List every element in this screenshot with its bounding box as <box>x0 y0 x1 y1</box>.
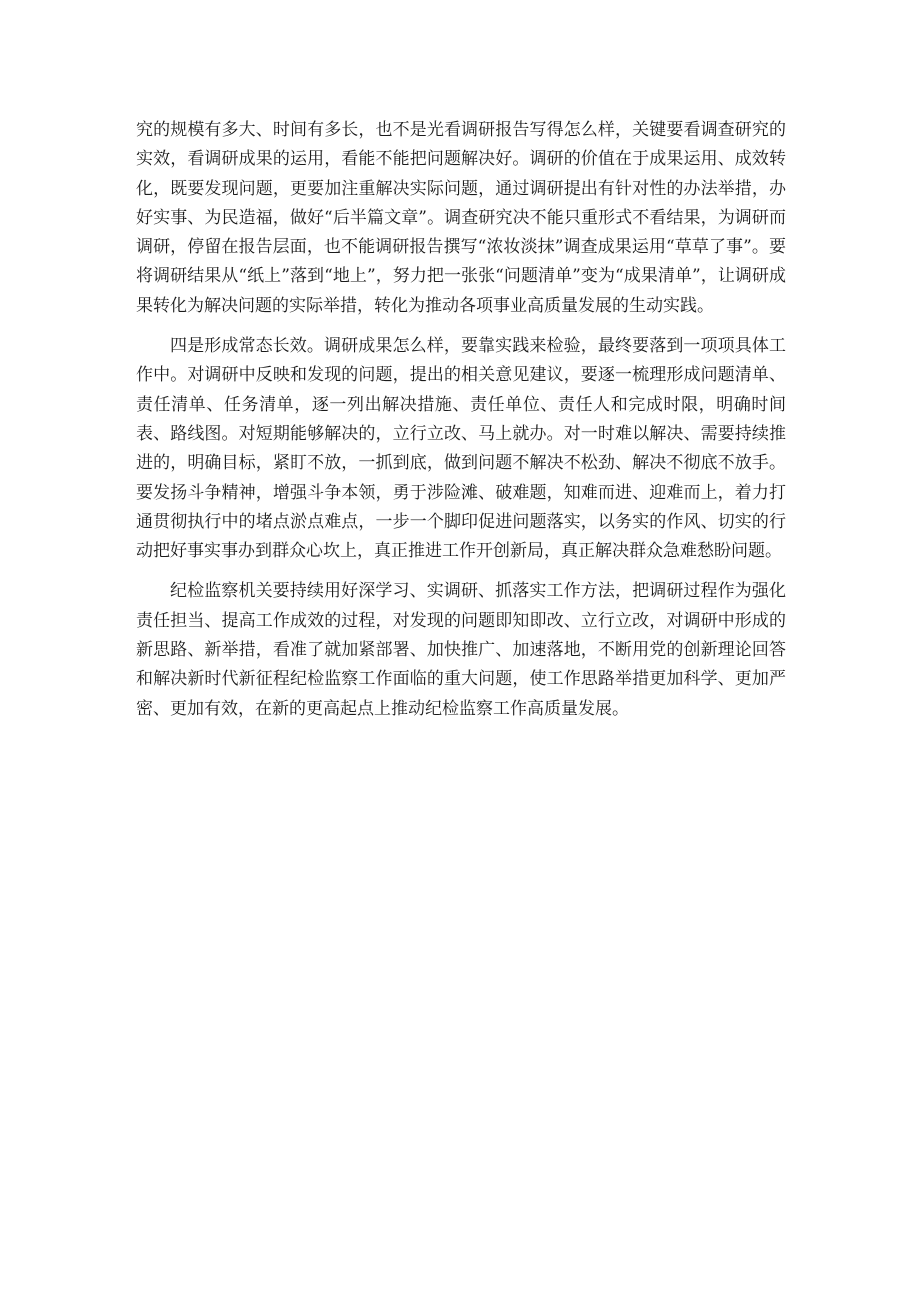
paragraph-normalization: 四是形成常态长效。调研成果怎么样，要靠实践来检验，最终要落到一项项具体工作中。对调研中反映和发现的问题，提出的相关意见建议，要逐一梳理形成问题清单、责任清单、任务清单，逐一列出解决措施、责任单位、责任人和完成时限，明确时间表、路线图。对短期能够解决的，立行立改、马上就办。对一时难以解决、需要持续推进的，明确目标，紧盯不放，一抓到底，做到问题不解决不松劲、解决不彻底不放手。要发扬斗争精神，增强斗争本领，勇于涉险滩、破难题，知难而进、迎难而上，着力打通贯彻执行中的堵点淤点难点，一步一个脚印促进问题落实，以务实的作风、切实的行动把好事实事办到群众心坎上，真正推进工作开创新局，真正解决群众急难愁盼问题。 <box>136 336 786 562</box>
paragraph-continuation: 究的规模有多大、时间有多长，也不是光看调研报告写得怎么样，关键要看调查研究的实效，看调研成果的运用，看能不能把问题解决好。调研的价值在于成果运用、成效转化，既要发现问题，更要加注重解决实际问题，通过调研提出有针对性的办法举措，办好实事、为民造福，做好“后半篇文章”。调查研究决不能只重形式不看结果，为调研而调研，停留在报告层面，也不能调研报告撰写“浓妆淡抹”调查成果运用“草草了事”。要将调研结果从“纸上”落到“地上”，努力把一张张“问题清单”变为“成果清单”，让调研成果转化为解决问题的实际举措，转化为推动各项事业高质量发展的生动实践。 <box>136 120 786 316</box>
document-body <box>136 116 786 735</box>
paragraph-conclusion: 纪检监察机关要持续用好深学习、实调研、抓落实工作方法，把调研过程作为强化责任担当、提高工作成效的过程，对发现的问题即知即改、立行立改，对调研中形成的新思路、新举措，看准了就加紧部署、加快推广、加速落地，不断用党的创新理论回答和解决新时代新征程纪检监察工作面临的重大问题，使工作思路举措更加科学、更加严密、更加有效，在新的更高起点上推动纪检监察工作高质量发展。 <box>136 581 786 719</box>
